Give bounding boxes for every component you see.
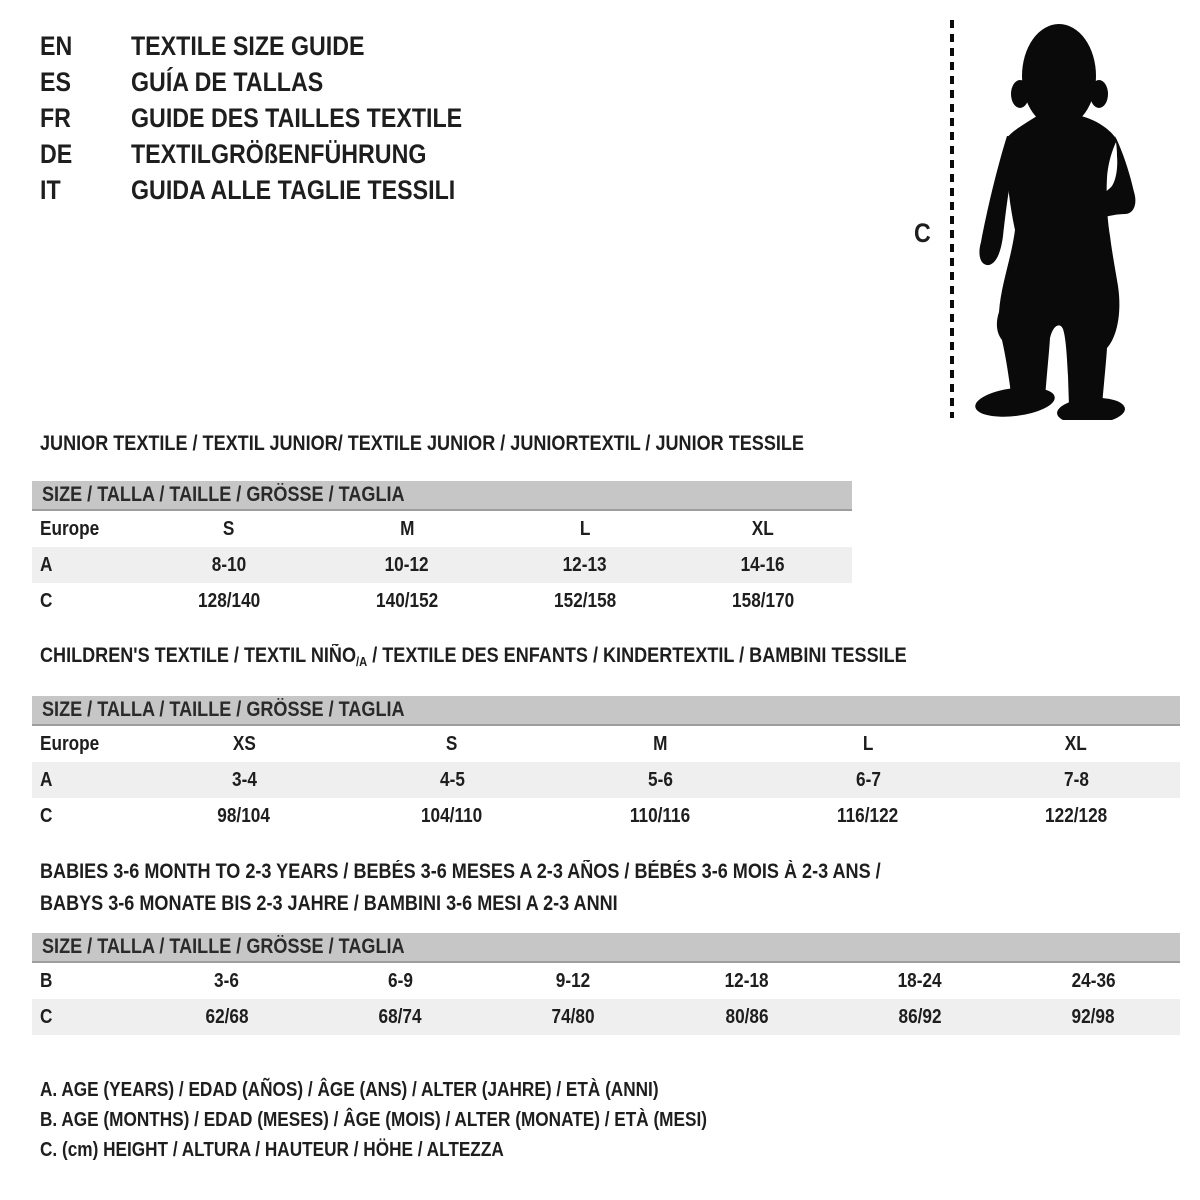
lang-code-es: ES [40, 66, 71, 97]
lang-title-de: TEXTILGRÖßENFÜHRUNG [131, 138, 427, 169]
table-title [40, 645, 1180, 673]
table-row-c [32, 999, 1180, 1035]
size-tables [32, 433, 1180, 1035]
size-value: 6-9 [387, 969, 413, 992]
size-value: M [399, 517, 415, 540]
size-value: 140/152 [375, 589, 439, 612]
size-header-bar [32, 481, 852, 511]
size-header-bar [32, 933, 1180, 963]
lang-title-fr: GUIDE DES TAILLES TEXTILE [131, 102, 463, 133]
size-value: 98/104 [217, 804, 271, 827]
size-value: 12-18 [724, 969, 769, 992]
size-value: XL [1065, 732, 1087, 755]
table-title-line: JUNIOR TEXTILE / TEXTIL JUNIOR/ TEXTILE JUNIOR / JUNIORTEXTIL / JUNIOR TESSILE [40, 432, 804, 455]
size-value: 158/170 [731, 589, 795, 612]
size-value: 68/74 [378, 1005, 422, 1028]
size-table-junior [32, 433, 1180, 619]
size-value: 18-24 [897, 969, 942, 992]
lang-title-it: GUIDA ALLE TAGLIE TESSILI [131, 174, 456, 205]
size-header-bar [32, 696, 1180, 726]
size-value: XL [752, 517, 774, 540]
size-header-label: SIZE / TALLA / TAILLE / GRÖSSE / TAGLIA [42, 698, 405, 721]
table-row-europe [32, 726, 1180, 762]
measure-legend [40, 1075, 1180, 1165]
height-dashed-line-icon [950, 20, 954, 418]
table-rows [32, 726, 1180, 834]
size-value: 116/122 [837, 804, 899, 827]
lang-code-fr: FR [40, 102, 71, 133]
size-value: 128/140 [197, 589, 261, 612]
size-value: 62/68 [205, 1005, 249, 1028]
size-table-children [32, 645, 1180, 834]
lang-row-fr [40, 100, 516, 136]
table-row-europe [32, 511, 852, 547]
size-value: 80/86 [725, 1005, 769, 1028]
table-title-line: CHILDREN'S TEXTILE / TEXTIL $NIÑO_{/A}$ / TEXTILE DES ENFANTS / KINDERTEXTIL / BAMBINI TESSILE [40, 644, 907, 669]
legend-line-c: C. (cm) HEIGHT / ALTURA / HAUTEUR / HÖHE / ALTEZZA [40, 1139, 504, 1161]
size-value: S [223, 517, 235, 540]
size-header-label: SIZE / TALLA / TAILLE / GRÖSSE / TAGLIA [42, 935, 405, 958]
size-value: 24-36 [1071, 969, 1116, 992]
table-row-c [32, 583, 852, 619]
lang-row-es [40, 64, 516, 100]
size-header-label: SIZE / TALLA / TAILLE / GRÖSSE / TAGLIA [42, 483, 405, 506]
size-guide-content [32, 433, 1180, 1165]
size-value: L [862, 732, 874, 755]
size-value: 152/158 [553, 589, 617, 612]
row-label: C [40, 589, 53, 612]
table-title [40, 433, 1180, 455]
table-title-line: BABIES 3-6 MONTH TO 2-3 YEARS / BEBÉS 3-6 MESES A 2-3 AÑOS / BÉBÉS 3-6 MOIS À 2-3 ANS / [40, 860, 881, 883]
row-label: Europe [40, 517, 100, 540]
lang-row-en [40, 28, 516, 64]
row-label: A [40, 768, 53, 791]
size-value: 110/116 [629, 804, 691, 827]
row-label: B [40, 969, 53, 992]
size-value: 92/98 [1071, 1005, 1115, 1028]
size-value: XS [232, 732, 256, 755]
table-row-b [32, 963, 1180, 999]
lang-title-en: TEXTILE SIZE GUIDE [131, 30, 365, 61]
legend-line-b: B. AGE (MONTHS) / EDAD (MESES) / ÂGE (MOIS) / ALTER (MONATE) / ETÀ (MESI) [40, 1109, 707, 1131]
size-value: 10-12 [385, 553, 429, 576]
size-value: 7-8 [1063, 768, 1089, 791]
size-value: 5-6 [647, 768, 673, 791]
table-row-a [32, 547, 852, 583]
size-value: 3-6 [214, 969, 240, 992]
lang-title-es: GUÍA DE TALLAS [131, 66, 324, 97]
size-value: 122/128 [1044, 804, 1108, 827]
lang-row-de [40, 136, 516, 172]
lang-code-it: IT [40, 174, 61, 205]
size-value: 6-7 [855, 768, 881, 791]
row-label: C [40, 804, 53, 827]
table-rows [32, 963, 1180, 1035]
row-label: C [40, 1005, 53, 1028]
lang-code-en: EN [40, 30, 73, 61]
size-value: M [652, 732, 668, 755]
size-value: S [446, 732, 458, 755]
size-value: 3-4 [231, 768, 257, 791]
measure-c-label: C [914, 218, 931, 248]
language-title-list [40, 28, 516, 208]
lang-row-it [40, 172, 516, 208]
size-value: L [579, 517, 591, 540]
size-value: 4-5 [439, 768, 465, 791]
size-value: 74/80 [551, 1005, 595, 1028]
row-label: A [40, 553, 53, 576]
table-row-a [32, 762, 1180, 798]
table-row-c [32, 798, 1180, 834]
row-label: Europe [40, 732, 100, 755]
toddler-silhouette-icon [970, 20, 1142, 420]
height-measure-figure [906, 20, 1166, 422]
size-table-babies [32, 861, 1180, 1035]
size-value: 86/92 [898, 1005, 942, 1028]
legend-line-a: A. AGE (YEARS) / EDAD (AÑOS) / ÂGE (ANS) / ALTER (JAHRE) / ETÀ (ANNI) [40, 1079, 659, 1101]
size-value: 12-13 [563, 553, 607, 576]
lang-code-de: DE [40, 138, 73, 169]
size-value: 14-16 [741, 553, 785, 576]
table-title [40, 861, 1180, 915]
size-value: 8-10 [211, 553, 247, 576]
size-value: 104/110 [421, 804, 483, 827]
table-rows [32, 511, 1180, 619]
size-value: 9-12 [556, 969, 591, 992]
table-title-line: BABYS 3-6 MONATE BIS 2-3 JAHRE / BAMBINI 3-6 MESI A 2-3 ANNI [40, 892, 618, 915]
